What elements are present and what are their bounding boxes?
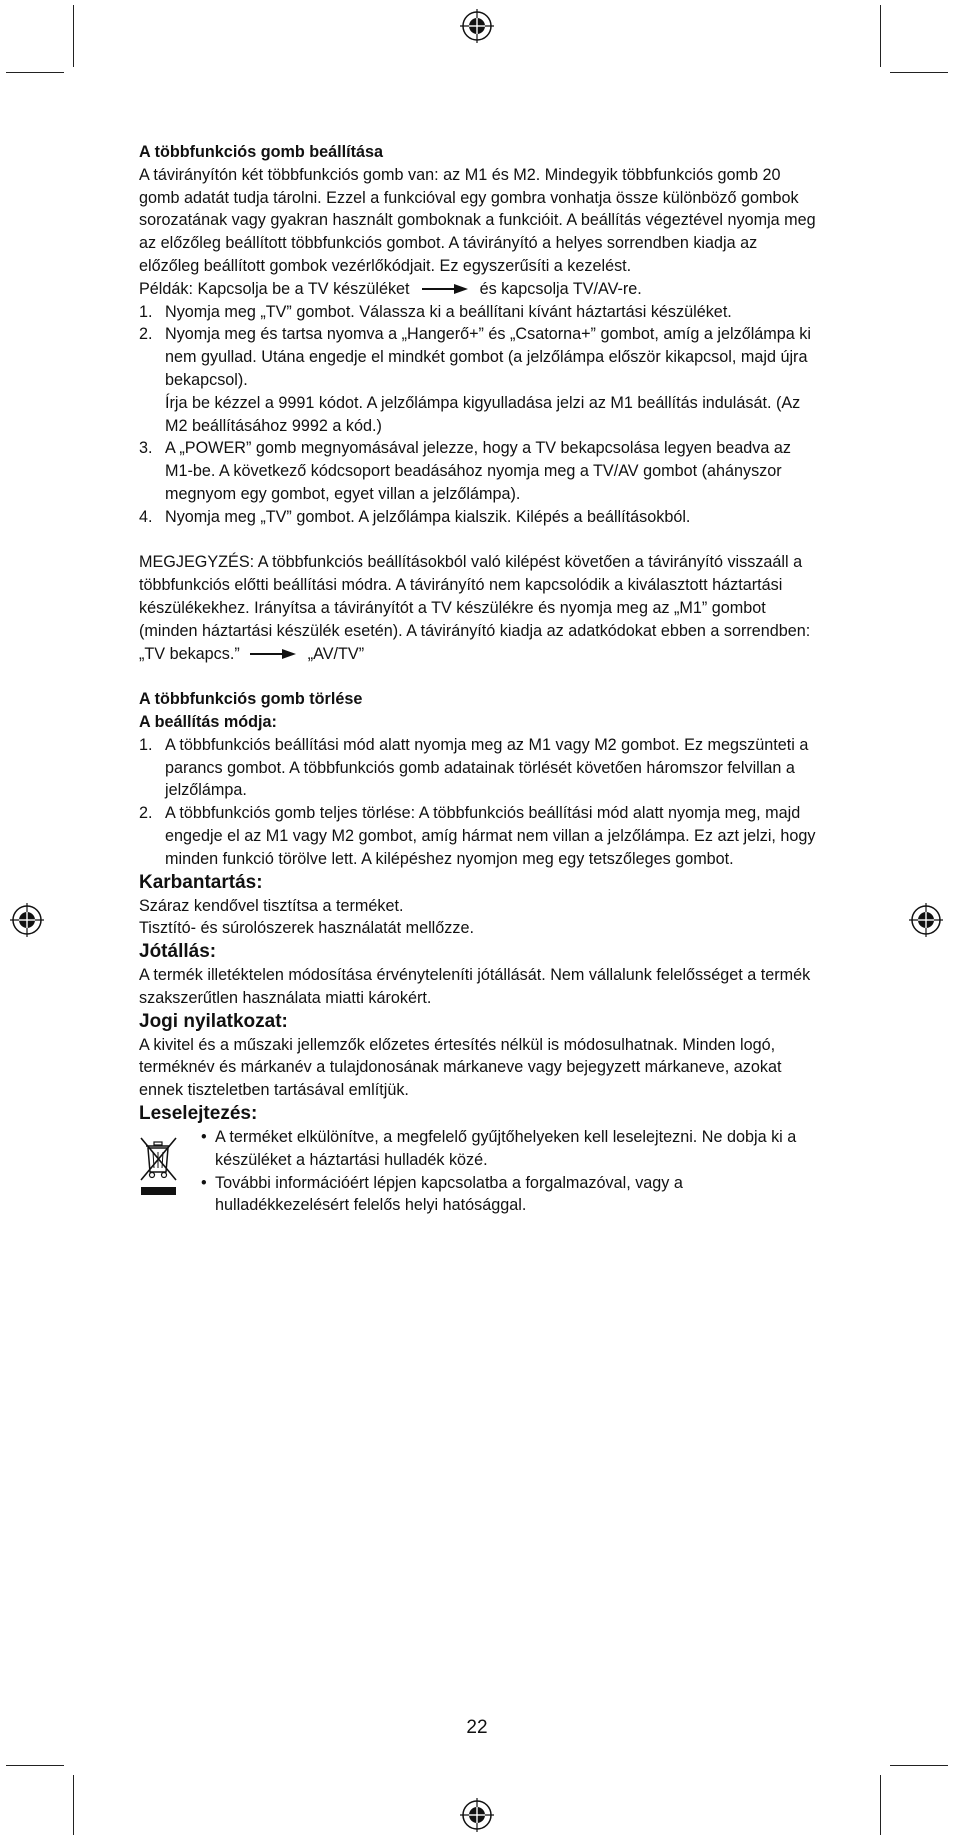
list-item — [139, 301, 819, 324]
list-item — [201, 1172, 819, 1218]
registration-mark-icon — [460, 9, 494, 43]
list-item — [139, 802, 819, 870]
list-item — [201, 1126, 819, 1172]
registration-mark-icon — [460, 1798, 494, 1832]
bullet: • — [201, 1173, 207, 1192]
step-text: A többfunkciós beállítási mód alatt nyomja meg az M1 vagy M2 gombot. Ez megszünteti a parancs gombot. A többfunkciós gomb adatainak törlését követően háromszor felvillan a jelzőlámpa. — [165, 735, 809, 800]
section-title-warranty: Jótállás: — [139, 941, 217, 963]
arrow-right-icon — [250, 649, 296, 659]
disposal-list — [201, 1126, 819, 1217]
bullet: • — [201, 1128, 207, 1147]
step-text: Nyomja meg „TV” gombot. Válassza ki a beállítani kívánt háztartási készüléket. — [165, 302, 732, 321]
registration-mark-icon — [909, 903, 943, 937]
crop-mark — [73, 5, 74, 67]
list-item — [139, 734, 819, 802]
step-text: Írja be kézzel a 9991 kódot. A jelzőlámpa kigyulladása jelzi az M1 beállítás indulását. (Az M2 beállításához 9992 a kód.) — [165, 393, 801, 435]
list-item — [139, 506, 819, 529]
delete-steps-list — [139, 734, 819, 871]
intro-paragraph: A távirányítón két többfunkciós gomb van: az M1 és M2. Mindegyik többfunkciós gomb 20 gomb adatát tudja tárolni. Ezzel a funkcióval egy gombra vonhatja össze különböző gombok sorozatának vagy gyakran használt gomboknak a funkcióit. A beállítás végeztével nyomja meg az előzőleg beállított többfunkciós gombot. A távirányító a helyes sorrendben kiadja az előzőleg beállított gombok vezérlőkódjait. Ez egyszerűsíti a kezelést. — [139, 165, 816, 275]
crop-mark — [890, 72, 948, 73]
maintenance-line: Tisztító- és súrolószerek használatát mellőzze. — [139, 919, 474, 938]
step-number: 4. — [139, 507, 153, 526]
sequence-text-after: „AV/TV” — [307, 644, 365, 663]
step-text: Nyomja meg „TV” gombot. A jelzőlámpa kialszik. Kilépés a beállításokból. — [165, 507, 691, 526]
step-text: A többfunkciós gomb teljes törlése: A többfunkciós beállítási mód alatt nyomja meg, majd engedje el az M1 vagy M2 gombot, amíg hármat nem villan a jelzőlámpa. Ez azt jelzi, hogy minden funkció törölve lett. A kilépéshez nyomjon meg egy tetszőleges gombot. — [165, 804, 816, 868]
crop-mark — [890, 1765, 948, 1766]
crop-mark — [880, 1775, 881, 1835]
step-number: 1. — [139, 302, 153, 321]
list-item — [139, 437, 819, 505]
crossed-out-wheelie-bin-icon — [139, 1126, 201, 1217]
step-text: Nyomja meg és tartsa nyomva a „Hangerő+” és „Csatorna+” gombot, amíg a jelzőlámpa ki nem gyullad. Utána engedje el mindkét gombot (a jelzőlámpa először kikapcsol, majd újra bekapcsol). — [165, 325, 811, 389]
section-title-multifunction-delete: A többfunkciós gomb törlése — [139, 690, 363, 709]
section-subtitle: A beállítás módja: — [139, 712, 277, 731]
crop-mark — [73, 1775, 74, 1835]
registration-mark-icon — [10, 903, 44, 937]
section-title-disposal: Leselejtezés: — [139, 1103, 258, 1125]
step-number: 1. — [139, 735, 153, 754]
crop-mark — [880, 5, 881, 67]
step-number: 2. — [139, 804, 153, 823]
step-text: A „POWER” gomb megnyomásával jelezze, hogy a TV bekapcsolása legyen beadva az M1-be. A következő kódcsoport beadásához nyomja meg a TV/AV gombot (ahányszor megnyom egy gombot, egyet villan a jelzőlámpa). — [165, 439, 791, 503]
list-item — [139, 323, 819, 437]
page-content — [139, 141, 819, 1217]
step-number: 2. — [139, 325, 153, 344]
section-title-maintenance: Karbantartás: — [139, 871, 263, 893]
page-number: 22 — [466, 1717, 488, 1738]
example-line — [139, 278, 819, 301]
example-text-before: Példák: Kapcsolja be a TV készüléket — [139, 279, 410, 298]
warranty-text: A termék illetéktelen módosítása érvényteleníti jótállását. Nem vállalunk felelősséget a termék szakszerűtlen használata miatti károkért. — [139, 966, 811, 1007]
disposal-item-text: További információért lépjen kapcsolatba a forgalmazóval, vagy a hulladékkezelésért felelős helyi hatósággal. — [215, 1173, 683, 1215]
disposal-item-text: A terméket elkülönítve, a megfelelő gyűjtőhelyeken kell leselejtezni. Ne dobja ki a készüléket a háztartási hulladék közé. — [215, 1128, 797, 1169]
section-title-legal: Jogi nyilatkozat: — [139, 1010, 288, 1032]
sequence-text-before: „TV bekapcs.” — [139, 644, 240, 663]
example-text-after: és kapcsolja TV/AV-re. — [479, 279, 642, 298]
legal-text: A kivitel és a műszaki jellemzők előzetes értesítés nélkül is módosulhatnak. Minden logó, terméknév és márkanév a tulajdonosának márkaneve vagy bejegyzett márkaneve, azokat ennek tiszteletben tartásával említjük. — [139, 1035, 782, 1100]
step-number: 3. — [139, 439, 153, 458]
sequence-line — [139, 643, 819, 666]
note-paragraph: MEGJEGYZÉS: A többfunkciós beállításokból való kilépést követően a távirányító visszaáll a többfunkciós előtti beállítási módra. A távirányító nem kapcsolódik a kiválasztott háztartási készülékekhez. Irányítsa a távirányítót a TV készülékre és nyomja meg az „M1” gombot (minden háztartási készülék esetén). A távirányító kiadja az adatkódokat ebben a sorrendben: — [139, 553, 811, 640]
arrow-right-icon — [422, 284, 468, 294]
maintenance-line: Száraz kendővel tisztítsa a terméket. — [139, 896, 404, 915]
crop-mark — [6, 72, 64, 73]
section-title-multifunction-setup: A többfunkciós gomb beállítása — [139, 143, 384, 161]
disposal-block — [139, 1126, 819, 1217]
setup-steps-list — [139, 301, 819, 529]
crop-mark — [6, 1765, 64, 1766]
